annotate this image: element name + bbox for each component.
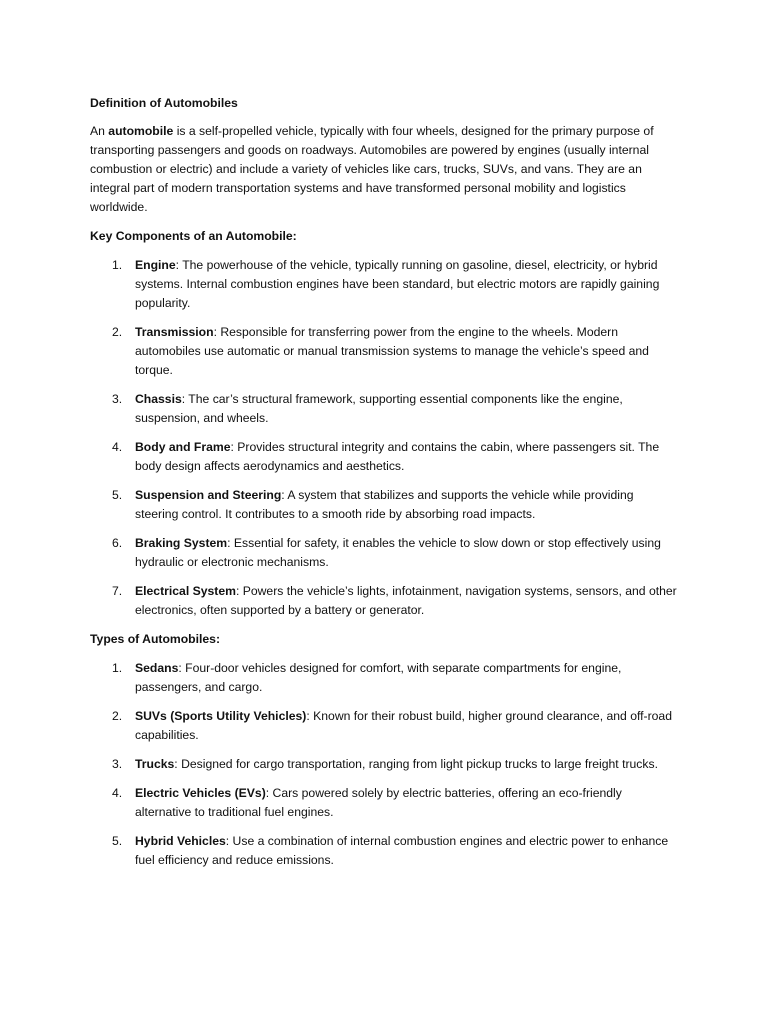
list-term: SUVs (Sports Utility Vehicles) (135, 709, 307, 723)
document-title: Definition of Automobiles (90, 96, 238, 110)
list-number: 5. (112, 488, 123, 502)
list-item (90, 659, 680, 697)
list-text: : Essential for safety, it enables the vehicle to slow down or stop effectively using hydraulic or electronic mechanisms. (135, 536, 661, 569)
list-number: 2. (112, 325, 123, 339)
components-heading: Key Components of an Automobile: (90, 229, 297, 243)
list-item (90, 784, 680, 822)
types-list (90, 659, 680, 870)
list-item (90, 438, 680, 476)
list-number: 4. (112, 440, 123, 454)
types-heading: Types of Automobiles: (90, 632, 221, 646)
intro-paragraph (90, 122, 680, 217)
list-term: Engine (135, 258, 176, 272)
list-number: 5. (112, 834, 123, 848)
list-term: Chassis (135, 392, 182, 406)
list-term: Hybrid Vehicles (135, 834, 226, 848)
list-text: : Designed for cargo transportation, ranging from light pickup trucks to large freight trucks. (174, 757, 658, 771)
list-term: Body and Frame (135, 440, 231, 454)
list-text: : The car’s structural framework, supporting essential components like the engine, suspension, and wheels. (135, 392, 623, 425)
list-text: : Cars powered solely by electric batteries, offering an eco-friendly alternative to traditional fuel engines. (135, 786, 622, 819)
list-term: Electric Vehicles (EVs) (135, 786, 266, 800)
list-text: : The powerhouse of the vehicle, typically running on gasoline, diesel, electricity, or hybrid systems. Internal combustion engines have been standard, but electric motors are rapidly gaining popularity. (135, 258, 660, 310)
list-item (90, 755, 680, 774)
list-number: 7. (112, 584, 123, 598)
list-number: 3. (112, 757, 123, 771)
list-item (90, 323, 680, 380)
list-text: : A system that stabilizes and supports the vehicle while providing steering control. It contributes to a smooth ride by absorbing road impacts. (135, 488, 634, 521)
list-number: 2. (112, 709, 123, 723)
list-term: Trucks (135, 757, 175, 771)
list-item (90, 534, 680, 572)
list-item (90, 256, 680, 313)
list-number: 1. (112, 258, 123, 272)
list-text: : Powers the vehicle’s lights, infotainment, navigation systems, sensors, and other electronics, often supported by a battery or generator. (135, 584, 677, 617)
list-term: Braking System (135, 536, 228, 550)
list-text: : Known for their robust build, higher ground clearance, and off-road capabilities. (135, 709, 672, 742)
list-text: : Use a combination of internal combustion engines and electric power to enhance fuel efficiency and reduce emissions. (135, 834, 669, 867)
list-term: Transmission (135, 325, 214, 339)
list-term: Suspension and Steering (135, 488, 282, 502)
list-number: 3. (112, 392, 123, 406)
intro-text: is a self-propelled vehicle, typically with four wheels, designed for the primary purpose of transporting passengers and goods on roadways. Automobiles are powered by engines (usually internal combustion or electric) and include a variety of vehicles like cars, trucks, SUVs, and vans. They are an integral part of modern transportation systems and have transformed personal mobility and logistics worldwide. (90, 124, 654, 214)
list-item (90, 707, 680, 745)
list-number: 4. (112, 786, 123, 800)
list-item (90, 486, 680, 524)
list-item (90, 390, 680, 428)
list-term: Sedans (135, 661, 179, 675)
list-text: : Provides structural integrity and contains the cabin, where passengers sit. The body design affects aerodynamics and aesthetics. (135, 440, 660, 473)
intro-bold-term: automobile (108, 124, 174, 138)
list-text: : Responsible for transferring power from the engine to the wheels. Modern automobiles use automatic or manual transmission systems to manage the vehicle’s speed and torque. (135, 325, 649, 377)
list-number: 6. (112, 536, 123, 550)
list-item (90, 582, 680, 620)
list-item (90, 832, 680, 870)
list-number: 1. (112, 661, 123, 675)
list-term: Electrical System (135, 584, 236, 598)
intro-prefix: An (90, 124, 109, 138)
components-list (90, 256, 680, 620)
list-text: : Four-door vehicles designed for comfort, with separate compartments for engine, passengers, and cargo. (135, 661, 622, 694)
